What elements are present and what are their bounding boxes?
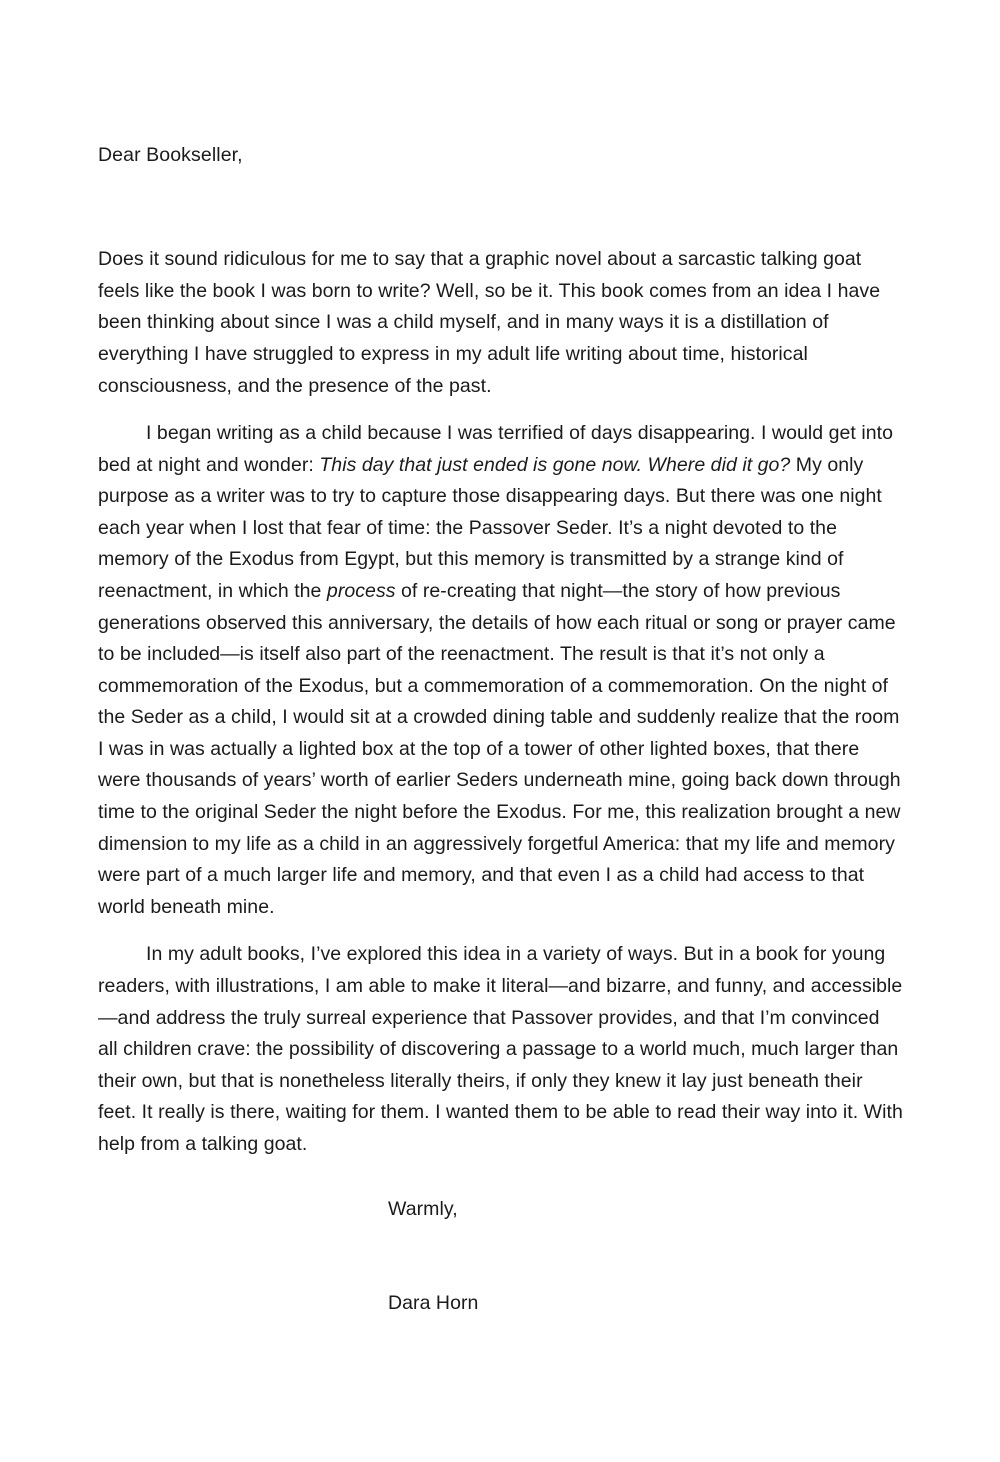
letter-paragraph	[98, 418, 903, 923]
letter-salutation: Dear Bookseller,	[98, 144, 243, 166]
letter-signature: Dara Horn	[388, 1291, 479, 1314]
letter-paragraph	[98, 939, 903, 1160]
emphasis-run: This day that just ended is gone now. Where did it go?	[319, 453, 791, 476]
letter-paragraph	[98, 244, 903, 402]
text-run: My only purpose as a writer was to try to capture those disappearing days. But there was one night each year when I lost that fear of time: the Passover Seder. It’s a night devoted to the memory of the Exodus from Egypt, but this memory is transmitted by a strange kind of reenactment, in which the	[98, 453, 882, 602]
text-run: of re-creating that night—the story of how previous generations observed this anniversary, the details of how each ritual or song or prayer came to be included—is itself also part of the reenactment. The result is that it’s not only a commemoration of the Exodus, but a commemoration of a commemoration. On the night of the Seder as a child, I would sit at a crowded dining table and suddenly realize that the room I was in was actually a lighted box at the top of a tower of other lighted boxes, that there were thousands of years’ worth of earlier Seders underneath mine, going back down through time to the original Seder the night before the Exodus. For me, this realization brought a new dimension to my life as a child in an aggressively forgetful America: that my life and memory were part of a much larger life and memory, and that even I as a child had access to that world beneath mine.	[98, 580, 901, 918]
letter-body	[98, 140, 903, 1320]
text-run: In my adult books, I’ve explored this idea in a variety of ways. But in a book for young readers, with illustrations, I am able to make it literal—and bizarre, and funny, and accessible—and address the truly surreal experience that Passover provides, and that I’m convinced all children crave: the possibility of discovering a passage to a world much, much larger than their own, but that is nonetheless literally theirs, if only they knew it lay just beneath their feet. It really is there, waiting for them. I wanted them to be able to read their way into it. With help from a talking goat.	[98, 943, 903, 1155]
letter-signoff: Warmly,	[388, 1198, 458, 1221]
letter-paragraphs	[98, 244, 903, 1160]
text-run: Does it sound ridiculous for me to say that a graphic novel about a sarcastic talking goat feels like the book I was born to write? Well, so be it. This book comes from an idea I have been thinking about since I was a child myself, and in many ways it is a distillation of everything I have struggled to express in my adult life writing about time, historical consciousness, and the presence of the past.	[98, 248, 881, 397]
text-run: I began writing as a child because I was terrified of days disappearing. I would get into bed at night and wonder:	[98, 422, 893, 476]
emphasis-run: process	[326, 580, 396, 602]
